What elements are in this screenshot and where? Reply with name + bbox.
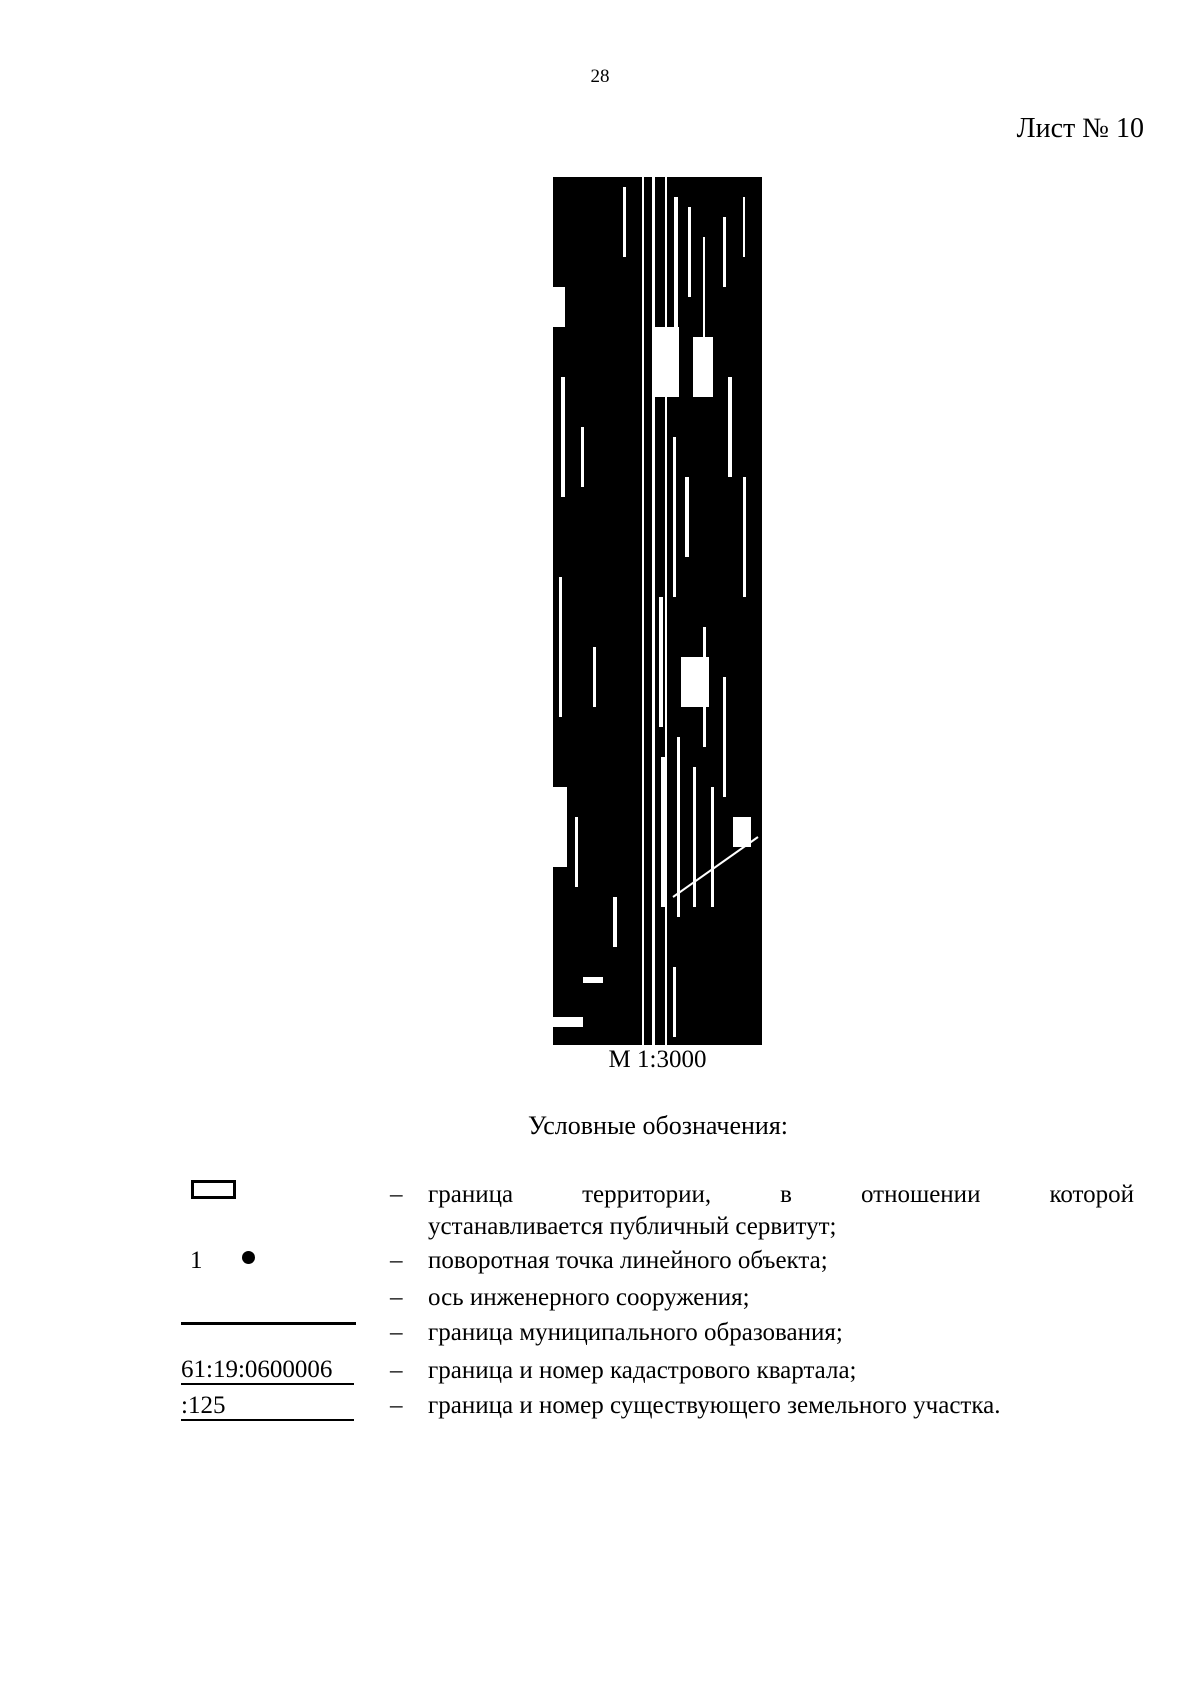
legend-symbol-parcel-label: :125 [181,1392,354,1421]
page-number: 28 [590,66,610,87]
legend-row-structure-axis [390,1282,1134,1313]
legend-text: граница и номер существующего земельного участка. [428,1392,1001,1419]
legend-row-cadastral-quarter [390,1355,1134,1386]
legend-text: поворотная точка линейного объекта; [428,1247,828,1274]
legend-title: Условные обозначения: [527,1111,789,1140]
legend-dash: – [390,1181,403,1208]
legend-text: граница и номер кадастрового квартала; [428,1357,857,1384]
legend-row-turning-point [390,1245,1134,1276]
legend-dash: – [390,1392,403,1419]
legend-text: граница муниципального образования; [428,1319,843,1346]
legend-row-land-parcel [390,1390,1134,1421]
legend-dash: – [390,1357,403,1384]
legend-dash: – [390,1284,403,1311]
sheet-title: Лист № 10 [1016,113,1144,144]
map-scale: М 1:3000 [608,1046,707,1073]
legend-symbol-cadastral-quarter-label: 61:19:0600006 [181,1356,354,1385]
legend-text: ось инженерного сооружения; [428,1284,750,1311]
legend-dash: – [390,1319,403,1346]
legend-row-servitude-boundary [390,1179,1134,1210]
legend-symbol-boundary-rectangle [191,1180,236,1199]
legend-symbol-point-dot [242,1251,255,1264]
legend-symbol-point-number: 1 [190,1247,203,1274]
legend-symbol-municipal-line [181,1322,356,1325]
legend-row-municipal-boundary [390,1317,1134,1348]
legend-text: граница территории, в отношении которой [428,1181,1134,1208]
legend-dash: – [390,1247,403,1274]
legend-text-continuation: устанавливается публичный сервитут; [428,1213,837,1240]
